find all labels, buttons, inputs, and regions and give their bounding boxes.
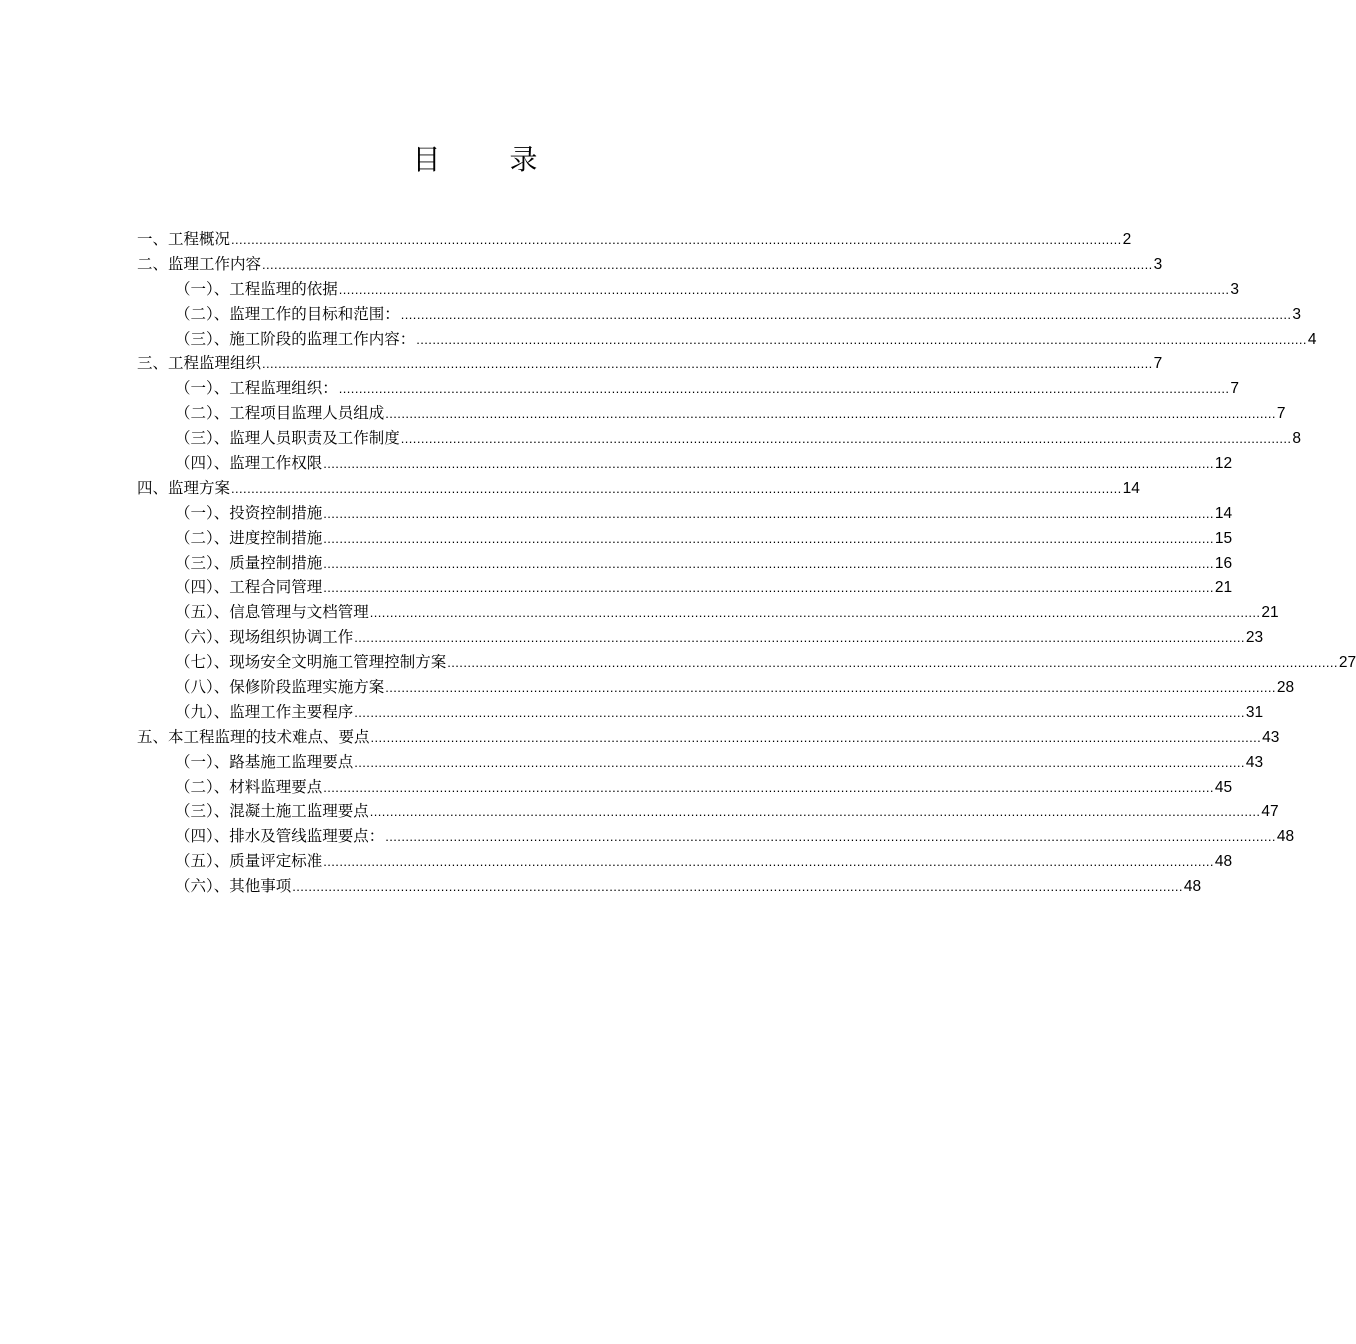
toc-subsection-entry[interactable] [137,451,1233,476]
toc-dot-leader: .............................................................................................................................................................................................................................. [323,530,1214,546]
toc-subsection-entry[interactable] [137,799,1279,824]
toc-page-number: 47 [1261,803,1279,821]
toc-dot-leader: .............................................................................................................................................................................................................................. [338,281,1230,297]
toc-dot-leader: .............................................................................................................................................................................................................................. [400,431,1292,447]
toc-page-number: 14 [1214,504,1233,522]
toc-entry-text: （八）、保修阶段监理实施方案 [175,678,385,697]
toc-dot-leader: .............................................................................................................................................................................................................................. [385,406,1276,422]
toc-dot-leader: .............................................................................................................................................................................................................................. [292,879,1183,895]
toc-entry-text: （四）、监理工作权限 [175,454,323,473]
toc-dot-leader: .............................................................................................................................................................................................................................. [323,555,1214,571]
toc-entry-text: 五、本工程监理的技术难点、要点 [137,727,370,746]
toc-dot-leader: .............................................................................................................................................................................................................................. [370,729,1262,745]
toc-dot-leader: .............................................................................................................................................................................................................................. [323,505,1214,521]
toc-section-entry[interactable] [137,252,1163,277]
toc-entry-text: （一）、工程监理组织： [175,379,338,398]
toc-subsection-entry[interactable] [137,700,1264,725]
toc-subsection-entry[interactable] [137,401,1286,426]
toc-subsection-entry[interactable] [137,775,1233,800]
toc-subsection-entry[interactable] [137,600,1279,625]
toc-dot-leader: .............................................................................................................................................................................................................................. [369,804,1261,820]
toc-entry-text: （一）、路基施工监理要点 [175,752,354,771]
toc-entry-text: （四）、排水及管线监理要点： [175,827,385,846]
toc-dot-leader: .............................................................................................................................................................................................................................. [323,580,1214,596]
toc-entry-text: （七）、现场安全文明施工管理控制方案 [175,653,447,672]
table-of-contents [137,227,1356,899]
toc-entry-text: （三）、质量控制措施 [175,553,323,572]
toc-subsection-entry[interactable] [137,277,1240,302]
toc-dot-leader: .............................................................................................................................................................................................................................. [231,480,1122,496]
toc-subsection-entry[interactable] [137,849,1233,874]
toc-entry-text: （三）、混凝土施工监理要点 [175,802,369,821]
toc-page-number: 21 [1214,579,1233,597]
toc-dot-leader: .............................................................................................................................................................................................................................. [416,331,1307,347]
toc-entry-text: （二）、材料监理要点 [175,777,323,796]
toc-subsection-entry[interactable] [137,327,1317,352]
toc-entry-text: （九）、监理工作主要程序 [175,702,354,721]
toc-page-number: 3 [1153,255,1163,273]
toc-subsection-entry[interactable] [137,625,1264,650]
toc-dot-leader: .............................................................................................................................................................................................................................. [385,829,1276,845]
toc-entry-text: （五）、质量评定标准 [175,852,323,871]
toc-subsection-entry[interactable] [137,824,1295,849]
toc-dot-leader: .............................................................................................................................................................................................................................. [262,356,1153,372]
toc-page-number: 2 [1122,231,1132,248]
toc-page-number: 45 [1214,778,1233,796]
toc-entry-text: （五）、信息管理与文档管理 [175,603,369,622]
toc-entry-text: （二）、监理工作的目标和范围： [175,304,400,323]
toc-dot-leader: .............................................................................................................................................................................................................................. [354,630,1245,646]
toc-dot-leader: .............................................................................................................................................................................................................................. [400,306,1292,322]
toc-dot-leader: .............................................................................................................................................................................................................................. [323,854,1214,870]
toc-dot-leader: .............................................................................................................................................................................................................................. [262,256,1153,272]
toc-page-number: 23 [1245,629,1264,647]
toc-entry-text: （六）、其他事项 [175,877,292,896]
toc-page-number: 28 [1276,679,1295,697]
toc-subsection-entry[interactable] [137,551,1233,576]
toc-entry-text: （二）、工程项目监理人员组成 [175,404,385,423]
toc-page-number: 7 [1153,355,1163,373]
toc-section-entry[interactable] [137,351,1163,376]
toc-entry-text: （一）、投资控制措施 [175,503,323,522]
toc-page-number: 7 [1276,405,1286,423]
toc-page-number: 43 [1262,728,1280,746]
toc-subsection-entry[interactable] [137,302,1302,327]
toc-subsection-entry[interactable] [137,650,1356,675]
toc-subsection-entry[interactable] [137,750,1264,775]
toc-title: 目 录 [412,143,568,176]
toc-page-number: 15 [1214,529,1233,547]
toc-page-number: 43 [1245,753,1264,771]
toc-subsection-entry[interactable] [137,376,1240,401]
toc-page-number: 8 [1292,430,1302,448]
toc-dot-leader: .............................................................................................................................................................................................................................. [354,704,1245,720]
toc-page-number: 4 [1307,330,1317,348]
toc-page-number: 16 [1214,554,1233,572]
toc-dot-leader: .............................................................................................................................................................................................................................. [447,655,1338,671]
toc-dot-leader: .............................................................................................................................................................................................................................. [323,456,1214,472]
toc-page-number: 3 [1292,305,1302,323]
toc-section-entry[interactable] [137,227,1132,252]
toc-subsection-entry[interactable] [137,426,1302,451]
toc-dot-leader: .............................................................................................................................................................................................................................. [385,680,1276,696]
toc-entry-text: （二）、进度控制措施 [175,528,323,547]
toc-dot-leader: .............................................................................................................................................................................................................................. [323,779,1214,795]
toc-page-number: 48 [1214,853,1233,871]
toc-dot-leader: .............................................................................................................................................................................................................................. [369,605,1261,621]
toc-subsection-entry[interactable] [137,501,1233,526]
toc-entry-text: 一、工程概况 [137,230,231,248]
toc-section-entry[interactable] [137,476,1140,501]
toc-entry-text: （三）、施工阶段的监理工作内容： [175,329,416,348]
toc-page-number: 48 [1183,878,1202,896]
toc-entry-text: 二、监理工作内容 [137,254,262,273]
toc-page-number: 48 [1276,828,1295,846]
toc-page-number: 21 [1261,604,1279,622]
toc-entry-text: （六）、现场组织协调工作 [175,628,354,647]
toc-entry-text: （三）、监理人员职责及工作制度 [175,429,400,448]
toc-page-number: 3 [1230,280,1240,298]
toc-page-number: 31 [1245,703,1264,721]
toc-section-entry[interactable] [137,725,1280,750]
toc-subsection-entry[interactable] [137,575,1233,600]
toc-entry-text: 三、工程监理组织 [137,354,262,373]
toc-subsection-entry[interactable] [137,874,1202,899]
toc-page-number: 14 [1122,479,1140,497]
toc-entry-text: （一）、工程监理的依据 [175,279,338,298]
toc-dot-leader: .............................................................................................................................................................................................................................. [354,754,1245,770]
toc-entry-text: 四、监理方案 [137,478,231,497]
toc-dot-leader: .............................................................................................................................................................................................................................. [338,381,1230,397]
toc-entry-text: （四）、工程合同管理 [175,578,323,597]
toc-page-number: 12 [1214,455,1233,473]
toc-page-number: 7 [1230,380,1240,398]
toc-dot-leader: .............................................................................................................................................................................................................................. [231,232,1122,247]
toc-subsection-entry[interactable] [137,526,1233,551]
toc-subsection-entry[interactable] [137,675,1295,700]
toc-page-number: 27 [1338,654,1356,672]
